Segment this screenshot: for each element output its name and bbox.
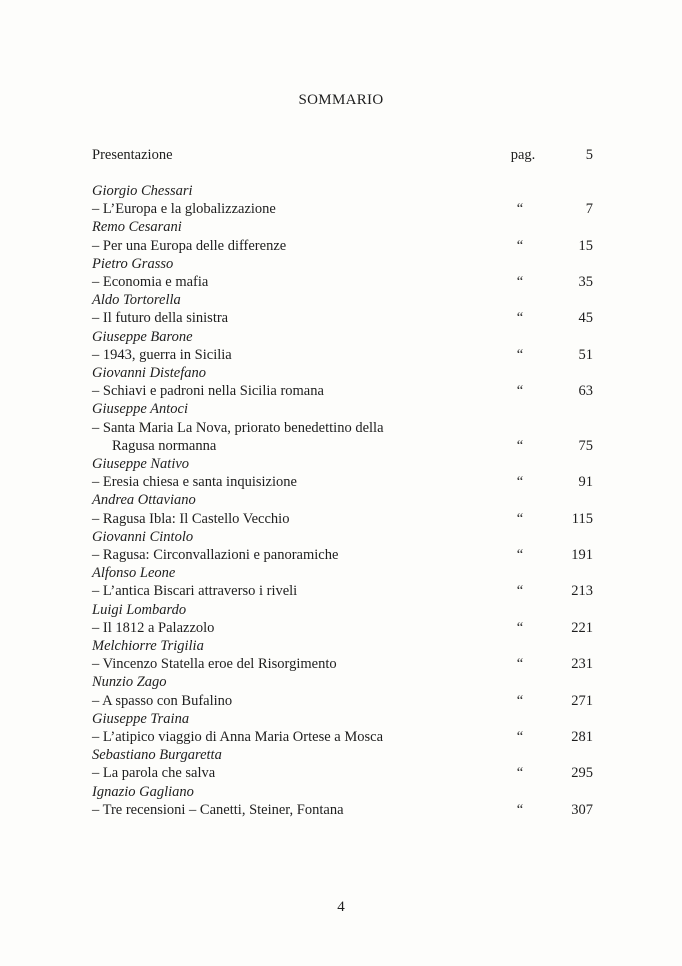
toc-page-number: 271	[571, 692, 593, 709]
toc-author: Giuseppe Barone	[92, 328, 193, 345]
toc-title-row	[0, 419, 682, 437]
toc-title: – Eresia chiesa e santa inquisizione	[92, 474, 297, 491]
toc-title-row	[0, 619, 682, 637]
toc-title-row	[0, 237, 682, 255]
toc-title-row	[0, 309, 682, 327]
toc-author-row	[0, 328, 682, 346]
toc-title-row	[0, 346, 682, 364]
toc-author: Giuseppe Nativo	[92, 456, 190, 472]
toc-ditto-mark: “	[516, 619, 524, 636]
toc-page-number: 51	[578, 346, 593, 363]
toc-title: – A spasso con Bufalino	[92, 692, 233, 709]
toc-title: – Ragusa: Circonvallazioni e panoramiche	[92, 547, 339, 563]
toc-page-number: 295	[571, 765, 593, 782]
toc-author-row	[0, 673, 682, 691]
toc-title-row	[0, 546, 682, 564]
toc-ditto-mark: “	[516, 310, 524, 327]
toc-page-number: 231	[571, 656, 593, 673]
toc-author: Remo Cesarani	[92, 219, 182, 236]
toc-author-row	[0, 491, 682, 509]
toc-author: Pietro Grasso	[92, 255, 174, 272]
toc-ditto-mark: “	[516, 765, 524, 782]
toc-title-row	[0, 692, 682, 710]
toc-author-row	[0, 528, 682, 546]
toc-title: – L’Europa e la globalizzazione	[92, 201, 276, 218]
toc-author: Andrea Ottaviano	[92, 492, 196, 509]
toc-author-row	[0, 218, 682, 236]
toc-title: – Ragusa Ibla: Il Castello Vecchio	[92, 510, 290, 527]
toc-ditto-mark: “	[516, 692, 524, 709]
toc-author-row	[0, 255, 682, 273]
toc-ditto-mark: “	[516, 474, 524, 491]
toc-author: Giorgio Chessari	[92, 183, 193, 199]
toc-ditto-mark: “	[516, 201, 524, 218]
toc-page-number: 5	[585, 147, 593, 163]
toc-author: Giuseppe Antoci	[92, 401, 188, 418]
toc-author-row	[0, 783, 682, 801]
toc-ditto-mark: “	[516, 729, 524, 745]
toc-title-row	[0, 473, 682, 491]
toc-title-row	[0, 655, 682, 673]
toc-title: Ragusa normanna	[112, 437, 217, 454]
toc-ditto-mark: “	[516, 437, 524, 454]
toc-title: – L’atipico viaggio di Anna Maria Ortese a Mosca	[92, 729, 383, 745]
toc-author-row	[0, 182, 682, 200]
toc-page-number: 91	[578, 474, 593, 491]
toc-author-row	[0, 564, 682, 582]
toc-page-number: 213	[571, 583, 593, 600]
toc-ditto-mark: “	[516, 274, 524, 290]
toc-title-row	[0, 382, 682, 400]
toc-title-row	[0, 273, 682, 291]
toc-author: Luigi Lombardo	[92, 601, 187, 618]
toc-title: – Vincenzo Statella eroe del Risorgimento	[92, 656, 337, 673]
toc-title-row	[0, 437, 682, 455]
toc-ditto-mark: “	[516, 237, 524, 254]
toc-title-row	[0, 510, 682, 528]
toc-title-row	[0, 200, 682, 218]
toc-author: Giuseppe Traina	[92, 710, 190, 727]
toc-page-number: 281	[571, 729, 593, 745]
toc-author: Giovanni Distefano	[92, 365, 206, 381]
toc-author: Giovanni Cintolo	[92, 528, 194, 545]
page-number: 4	[337, 899, 345, 915]
toc-title: – 1943, guerra in Sicilia	[92, 346, 232, 363]
toc-title: – Schiavi e padroni nella Sicilia romana	[92, 383, 324, 400]
toc-ditto-mark: “	[516, 346, 524, 363]
toc-row-presentation	[0, 146, 682, 164]
toc-ditto-mark: “	[516, 383, 524, 400]
toc-author: Nunzio Zago	[92, 674, 167, 691]
toc-page-number: 75	[578, 437, 593, 454]
toc-author-row	[0, 455, 682, 473]
toc-title-row	[0, 801, 682, 819]
toc-ditto-mark: “	[516, 656, 524, 673]
toc-author-row	[0, 637, 682, 655]
toc-page-number: 15	[578, 237, 593, 254]
toc-author: Aldo Tortorella	[92, 292, 181, 309]
toc-author-row	[0, 710, 682, 728]
toc-author-row	[0, 601, 682, 619]
toc-page-number: 191	[571, 547, 593, 563]
toc-author-row	[0, 400, 682, 418]
toc-title: – La parola che salva	[92, 765, 216, 782]
toc-title-row	[0, 764, 682, 782]
toc-title-row	[0, 728, 682, 746]
toc-page-number: 7	[585, 201, 593, 218]
toc-author-row	[0, 364, 682, 382]
toc-title: – Economia e mafia	[92, 274, 209, 290]
toc-author-row	[0, 746, 682, 764]
toc-page-number: 221	[571, 619, 593, 636]
toc-ditto-mark: “	[516, 547, 524, 563]
toc-title: – Il 1812 a Palazzolo	[92, 619, 215, 636]
toc-author: Ignazio Gagliano	[92, 783, 194, 800]
toc-ditto-mark: “	[516, 510, 524, 527]
toc-pag-label: pag.	[510, 147, 536, 163]
toc-presentation-label: Presentazione	[92, 147, 173, 163]
toc-page-number: 35	[578, 274, 593, 290]
toc-author: Melchiorre Trigilia	[92, 638, 204, 654]
toc-author: Sebastiano Burgaretta	[92, 747, 222, 764]
toc-title: – Il futuro della sinistra	[92, 310, 229, 327]
toc-author: Alfonso Leone	[92, 565, 176, 582]
page-title: SOMMARIO	[298, 92, 384, 108]
toc-page-number: 45	[578, 310, 593, 327]
toc-page-number: 115	[571, 510, 593, 527]
toc-ditto-mark: “	[516, 801, 524, 818]
toc-title: – Tre recensioni – Canetti, Steiner, Fontana	[92, 801, 344, 818]
toc-page-number: 63	[578, 383, 593, 400]
toc-title-row	[0, 582, 682, 600]
toc-page-number: 307	[571, 801, 593, 818]
toc-title: – Per una Europa delle differenze	[92, 237, 287, 254]
toc-title: – Santa Maria La Nova, priorato benedettino della	[92, 419, 384, 436]
toc-title: – L’antica Biscari attraverso i riveli	[92, 583, 298, 600]
toc-author-row	[0, 291, 682, 309]
toc-ditto-mark: “	[516, 583, 524, 600]
